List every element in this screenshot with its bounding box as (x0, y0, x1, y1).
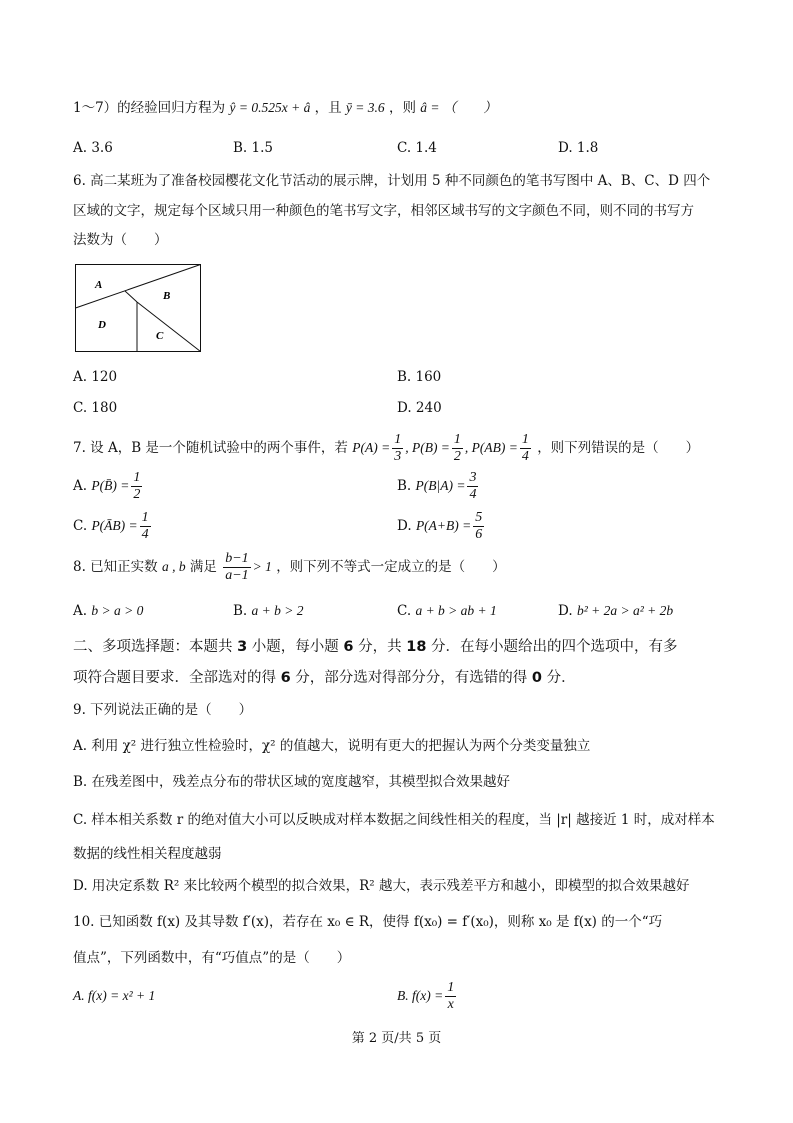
section-2-heading-line-1: 二、多项选择题：本题共 3 小题，每小题 6 分，共 18 分．在每小题给出的四个选项中，有多 (73, 639, 678, 655)
q7-text: 7. 设 A，B 是一个随机试验中的两个事件，若 (73, 440, 348, 456)
q10-option-b: B. f(x) = $\frac{1}{x}$ (397, 980, 455, 1012)
q5-option-b: B. 1.5 (233, 140, 273, 156)
q10-line-2: 值点”，下列函数中，有“巧值点”的是（ ） (73, 950, 351, 966)
q8-vars: a , b (161, 559, 186, 574)
q9-option-c-line-1: C. 样本相关系数 r 的绝对值大小可以反映成对样本数据之间线性相关的程度，当 |r| 越接近 1 时，成对样本 (73, 812, 715, 828)
section-2-heading-line-2: 项符合题目要求．全部选对的得 6 分，部分选对得部分分，有选错的得 0 分． (73, 670, 576, 686)
q5-ybar: ȳ = 3.6 (345, 100, 385, 115)
q8-option-d: D. b² + 2a > a² + 2b (558, 603, 674, 619)
q7-pb-frac: $\frac{1}{2}$ (453, 432, 461, 464)
q6-line-1: 6. 高二某班为了准备校园樱花文化节活动的展示牌，计划用 5 种不同颜色的笔书写图中 A、B、C、D 四个 (73, 173, 711, 189)
q8-option-c: C. a + b > ab + 1 (397, 603, 497, 619)
q5-option-d: D. 1.8 (558, 140, 599, 156)
q8-text: 8. 已知正实数 (73, 559, 158, 575)
q6-option-c: C. 180 (73, 400, 118, 416)
region-label-a: A (95, 279, 103, 291)
q7-pa-frac: $\frac{1}{3}$ (394, 432, 402, 464)
q9-option-c-line-2: 数据的线性相关程度越弱 (73, 846, 222, 862)
q10-line-1: 10. 已知函数 f(x) 及其导数 f′(x)，若存在 x₀ ∈ R，使得 f(x₀) = f′(x₀)，则称 x₀ 是 f(x) 的一个“巧 (73, 914, 663, 930)
q6-option-a: A. 120 (73, 369, 118, 385)
q5-text-mid: ，且 (314, 100, 342, 116)
q5-ask: â = （ ） (420, 100, 497, 115)
q10-option-a: A. f(x) = x² + 1 (73, 988, 156, 1003)
page-footer: 第 2 页/共 5 页 (351, 1031, 442, 1046)
q7-pa: P(A) = (352, 440, 391, 455)
q6-line-3: 法数为（ ） (73, 232, 168, 248)
q6-region-figure (75, 264, 202, 353)
q7-stem (73, 430, 733, 466)
q5-stem (73, 98, 733, 118)
q5-option-c: C. 1.4 (397, 140, 437, 156)
q7-pab: , P(AB) = (464, 440, 518, 455)
q7-pb: , P(B) = (405, 440, 450, 455)
q9-option-d: D. 用决定系数 R² 来比较两个模型的拟合效果，R² 越大，表示残差平方和越小，即模型的拟合效果越好 (73, 878, 690, 894)
q5-option-a: A. 3.6 (73, 140, 113, 156)
q9-stem: 9. 下列说法正确的是（ ） (73, 702, 253, 718)
q8-frac: $\frac{b-1}{a-1}$ (225, 551, 249, 583)
q7-option-c: C. P(ĀB) = $\frac{1}{4}$ (73, 510, 149, 542)
q7-text-post: ，则下列错误的是（ ） (537, 440, 700, 456)
q8-text-mid: 满足 (189, 559, 217, 575)
q5-equation: ŷ = 0.525x + â (229, 100, 311, 115)
region-label-b: B (163, 290, 171, 302)
q8-text-post: ，则下列不等式一定成立的是（ ） (276, 559, 506, 575)
region-label-d: D (98, 319, 106, 331)
q7-pab-frac: $\frac{1}{4}$ (521, 432, 529, 464)
q5-text-post: ，则 (388, 100, 416, 116)
q7-option-b: B. P(B|A) = $\frac{3}{4}$ (397, 470, 477, 502)
q9-option-b: B. 在残差图中，残差点分布的带状区域的宽度越窄，其模型拟合效果越好 (73, 774, 511, 790)
q5-text: 1～7）的经验回归方程为 (73, 100, 226, 116)
q8-option-a: A. b > a > 0 (73, 603, 144, 619)
region-label-c: C (156, 330, 164, 342)
q7-option-d: D. P(A+B) = $\frac{5}{6}$ (397, 510, 483, 542)
q6-line-2: 区域的文字，规定每个区域只用一种颜色的笔书写文字，相邻区域书写的文字颜色不同，则不同的书写方 (73, 203, 694, 219)
q7-option-a: A. P(B̄) = $\frac{1}{2}$ (73, 470, 141, 502)
q8-stem (73, 549, 733, 585)
q9-option-a: A. 利用 χ² 进行独立性检验时，χ² 的值越大，说明有更大的把握认为两个分类变量独立 (73, 738, 591, 754)
q8-cond: > 1 (252, 559, 272, 574)
q6-option-d: D. 240 (397, 400, 442, 416)
q8-option-b: B. a + b > 2 (233, 603, 304, 619)
q6-option-b: B. 160 (397, 369, 442, 385)
